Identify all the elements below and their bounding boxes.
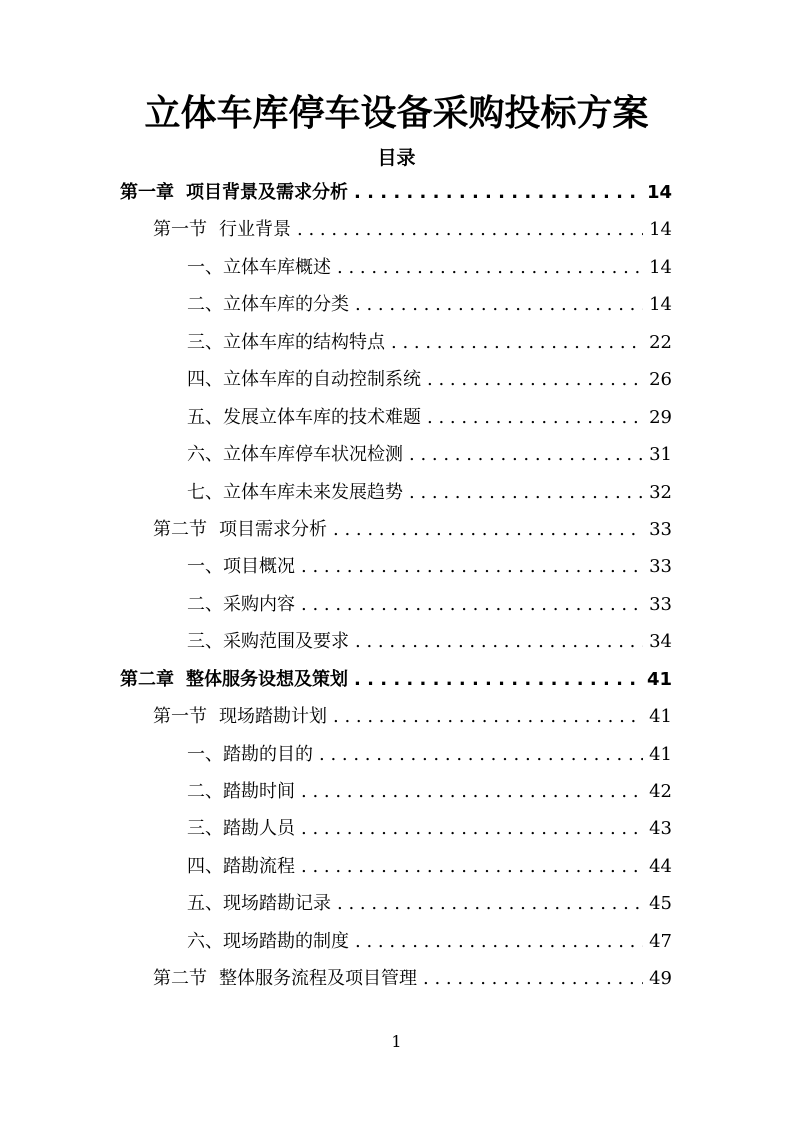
toc-page-number: 33 xyxy=(649,593,672,615)
toc-page-number: 26 xyxy=(649,369,672,391)
toc-section-number: 第二节 xyxy=(153,968,207,990)
toc-entry-item[interactable] xyxy=(0,249,793,286)
dot-leader xyxy=(427,399,643,436)
toc-heading: 目录 xyxy=(377,147,416,169)
toc-entry-item[interactable] xyxy=(0,623,793,660)
toc-entry-title: 七、立体车库未来发展趋势 xyxy=(187,481,403,503)
toc-entry-title: 现场踏勘计划 xyxy=(219,706,327,728)
dot-leader xyxy=(354,174,641,211)
toc-entry-section[interactable] xyxy=(0,511,793,548)
toc-page-number: 41 xyxy=(649,706,672,728)
dot-leader xyxy=(409,474,643,511)
toc-section-number: 第一节 xyxy=(153,706,207,728)
toc-page-number: 14 xyxy=(649,294,672,316)
toc-page-number: 29 xyxy=(649,406,672,428)
toc-entry-title: 项目需求分析 xyxy=(219,518,327,540)
toc-entry-item[interactable] xyxy=(0,586,793,623)
toc-page-number: 41 xyxy=(646,668,672,690)
toc-entry-title: 整体服务设想及策划 xyxy=(186,668,348,690)
dot-leader xyxy=(301,810,643,847)
toc-section-number: 第一节 xyxy=(153,219,207,241)
toc-page-number: 31 xyxy=(649,444,672,466)
toc-page-number: 47 xyxy=(649,930,672,952)
toc-entry-section[interactable] xyxy=(0,960,793,997)
toc-entry-title: 四、立体车库的自动控制系统 xyxy=(187,369,421,391)
toc-entry-chapter[interactable] xyxy=(0,174,793,211)
dot-leader xyxy=(355,923,643,960)
toc-entry-item[interactable] xyxy=(0,923,793,960)
toc-entry-item[interactable] xyxy=(0,399,793,436)
toc-entry-title: 三、采购范围及要求 xyxy=(187,631,349,653)
toc-page-number: 44 xyxy=(649,855,672,877)
table-of-contents xyxy=(0,174,793,998)
toc-entry-title: 二、采购内容 xyxy=(187,593,295,615)
dot-leader xyxy=(301,848,643,885)
toc-entry-title: 五、发展立体车库的技术难题 xyxy=(187,406,421,428)
dot-leader xyxy=(427,361,643,398)
toc-entry-item[interactable] xyxy=(0,361,793,398)
toc-entry-title: 五、现场踏勘记录 xyxy=(187,893,331,915)
toc-entry-title: 二、踏勘时间 xyxy=(187,781,295,802)
dot-leader xyxy=(355,286,643,323)
toc-entry-item[interactable] xyxy=(0,736,793,773)
page-number: 1 xyxy=(391,1032,402,1051)
toc-entry-item[interactable] xyxy=(0,548,793,585)
toc-page-number: 14 xyxy=(646,182,672,203)
toc-page-number: 33 xyxy=(649,518,672,540)
toc-entry-title: 四、踏勘流程 xyxy=(187,855,295,877)
document-title: 立体车库停车设备采购投标方案 xyxy=(144,93,649,134)
toc-entry-title: 项目背景及需求分析 xyxy=(186,182,348,203)
toc-page-number: 34 xyxy=(649,631,672,653)
dot-leader xyxy=(337,885,643,922)
toc-entry-section[interactable] xyxy=(0,698,793,735)
dot-leader xyxy=(297,211,643,248)
toc-page-number: 22 xyxy=(649,331,672,353)
dot-leader xyxy=(354,661,641,698)
dot-leader xyxy=(333,511,643,548)
dot-leader xyxy=(301,548,643,585)
toc-entry-title: 一、项目概况 xyxy=(187,556,295,578)
toc-page-number: 43 xyxy=(649,818,672,840)
dot-leader xyxy=(319,736,643,773)
dot-leader xyxy=(423,960,643,997)
toc-entry-title: 六、立体车库停车状况检测 xyxy=(187,444,403,466)
toc-page-number: 41 xyxy=(649,743,672,765)
toc-entry-title: 一、踏勘的目的 xyxy=(187,743,313,765)
toc-entry-item[interactable] xyxy=(0,474,793,511)
toc-entry-title: 三、立体车库的结构特点 xyxy=(187,331,385,353)
toc-entry-chapter[interactable] xyxy=(0,661,793,698)
dot-leader xyxy=(337,249,643,286)
toc-entry-item[interactable] xyxy=(0,848,793,885)
toc-section-number: 第二节 xyxy=(153,518,207,540)
toc-entry-item[interactable] xyxy=(0,773,793,810)
toc-entry-title: 二、立体车库的分类 xyxy=(187,294,349,316)
toc-entry-item[interactable] xyxy=(0,436,793,473)
toc-page-number: 14 xyxy=(649,219,672,241)
dot-leader xyxy=(355,623,643,660)
dot-leader xyxy=(333,698,643,735)
dot-leader xyxy=(301,586,643,623)
toc-entry-item[interactable] xyxy=(0,885,793,922)
toc-page-number: 33 xyxy=(649,556,672,578)
toc-page-number: 32 xyxy=(649,481,672,503)
dot-leader xyxy=(409,436,643,473)
toc-chapter-number: 第一章 xyxy=(120,182,174,203)
toc-entry-item[interactable] xyxy=(0,286,793,323)
toc-entry-title: 行业背景 xyxy=(219,219,291,241)
toc-page-number: 14 xyxy=(649,256,672,278)
toc-page-number: 45 xyxy=(649,893,672,915)
toc-entry-item[interactable] xyxy=(0,810,793,847)
dot-leader xyxy=(301,773,643,810)
toc-entry-title: 六、现场踏勘的制度 xyxy=(187,930,349,952)
toc-page-number: 49 xyxy=(649,968,672,990)
toc-page-number: 42 xyxy=(649,781,672,802)
toc-chapter-number: 第二章 xyxy=(120,668,174,690)
toc-entry-item[interactable] xyxy=(0,324,793,361)
toc-entry-section[interactable] xyxy=(0,211,793,248)
dot-leader xyxy=(391,324,643,361)
toc-entry-title: 整体服务流程及项目管理 xyxy=(219,968,417,990)
toc-entry-title: 三、踏勘人员 xyxy=(187,818,295,840)
toc-entry-title: 一、立体车库概述 xyxy=(187,256,331,278)
